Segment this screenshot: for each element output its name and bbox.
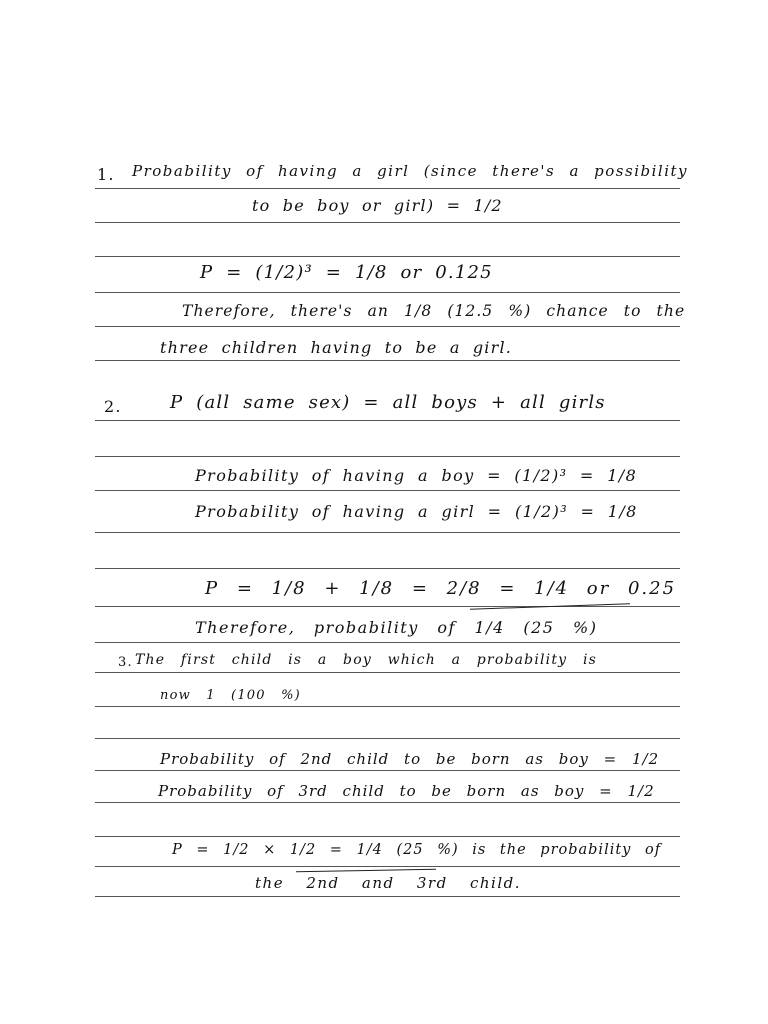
- ruled-line: [95, 770, 680, 771]
- ruled-line: [95, 188, 680, 189]
- question-3-line-2: now 1 (100 %): [160, 688, 301, 703]
- ruled-line: [95, 896, 680, 897]
- ruled-line: [95, 568, 680, 569]
- question-3-third-child: Probability of 3rd child to be born as boy = 1/2: [158, 782, 655, 800]
- question-2-girl: Probability of having a girl = (1/2)³ = 1/8: [195, 502, 638, 521]
- ruled-line: [95, 222, 680, 223]
- question-2-number: 2.: [104, 397, 122, 416]
- ruled-line: [95, 292, 680, 293]
- question-3-line-1: The first child is a boy which a probability is: [135, 652, 598, 668]
- question-3-second-child: Probability of 2nd child to be born as boy = 1/2: [160, 750, 660, 768]
- ruled-line: [95, 642, 680, 643]
- ruled-line: [95, 706, 680, 707]
- question-2-boy: Probability of having a boy = (1/2)³ = 1/8: [195, 466, 638, 485]
- answer-underline: [296, 869, 436, 872]
- question-1-line-1: Probability of having a girl (since there's a possibility: [132, 162, 688, 180]
- ruled-line: [95, 866, 680, 867]
- ruled-line: [95, 256, 680, 257]
- question-1-number: 1.: [97, 165, 115, 184]
- question-2-line-1: P (all same sex) = all boys + all girls: [170, 392, 606, 413]
- ruled-line: [95, 420, 680, 421]
- ruled-line: [95, 836, 680, 837]
- question-3-number: 3.: [118, 655, 133, 670]
- ruled-line: [95, 606, 680, 607]
- ruled-line: [95, 490, 680, 491]
- ruled-line: [95, 802, 680, 803]
- ruled-line: [95, 456, 680, 457]
- question-1-equation: P = (1/2)³ = 1/8 or 0.125: [200, 262, 493, 283]
- question-3-conclusion: the 2nd and 3rd child.: [255, 874, 521, 892]
- ruled-line: [95, 326, 680, 327]
- question-2-conclusion: Therefore, probability of 1/4 (25 %): [195, 618, 598, 637]
- question-1-line-2: to be boy or girl) = 1/2: [252, 196, 503, 215]
- question-3-equation: P = 1/2 × 1/2 = 1/4 (25 %) is the probability of: [172, 842, 662, 858]
- ruled-line: [95, 672, 680, 673]
- question-2-equation: P = 1/8 + 1/8 = 2/8 = 1/4 or 0.25: [205, 578, 677, 599]
- question-1-conclusion-2: three children having to be a girl.: [160, 338, 513, 357]
- ruled-line: [95, 532, 680, 533]
- ruled-line: [95, 738, 680, 739]
- question-1-conclusion-1: Therefore, there's an 1/8 (12.5 %) chance to the: [182, 302, 686, 320]
- ruled-line: [95, 360, 680, 361]
